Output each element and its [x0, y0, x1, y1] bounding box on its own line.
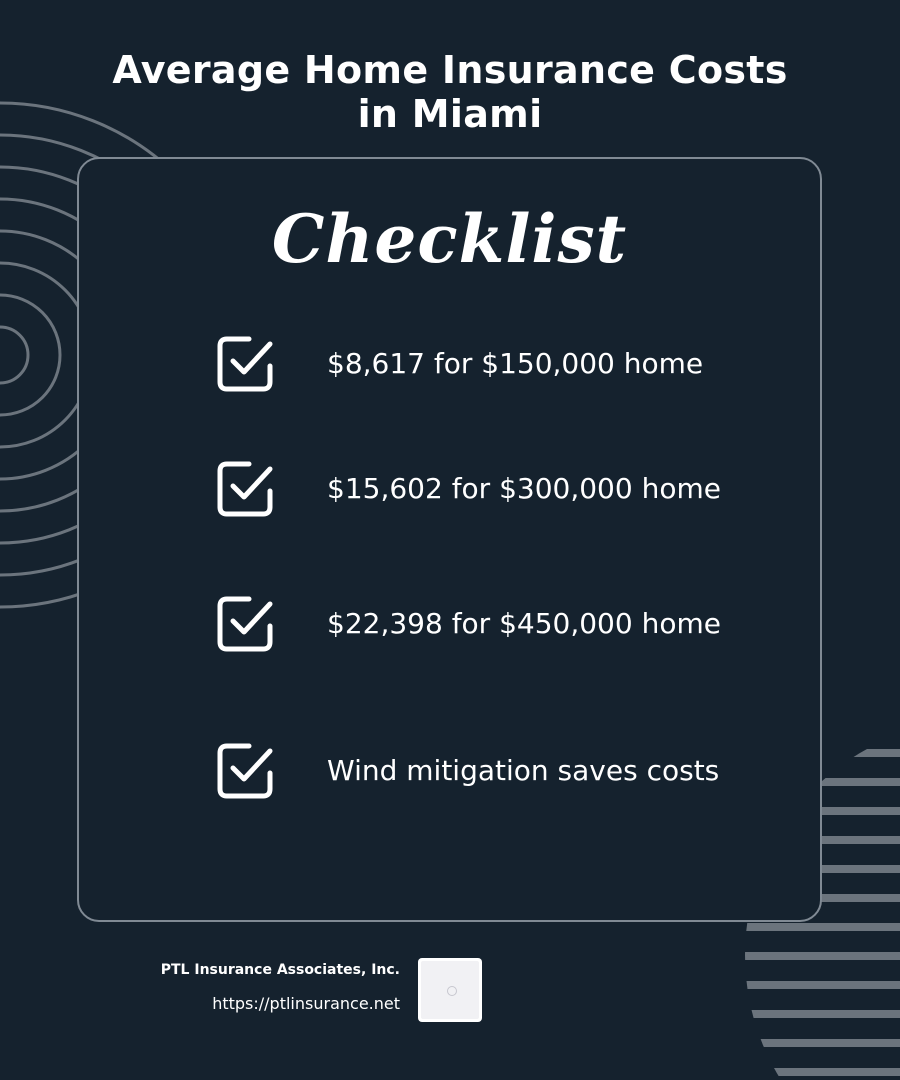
logo-mark [447, 986, 457, 996]
checkbox-checked-icon [215, 741, 275, 801]
checkbox-checked-icon [215, 459, 275, 519]
company-logo-icon [418, 958, 482, 1022]
logo-placeholder [421, 961, 479, 1019]
company-website-link[interactable]: https://ptlinsurance.net [212, 994, 400, 1013]
page-title-line-2: in Miami [357, 92, 543, 136]
checklist-card [77, 157, 822, 922]
checklist-item-label: $8,617 for $150,000 home [327, 347, 704, 380]
company-name: PTL Insurance Associates, Inc. [160, 962, 400, 978]
checkbox-checked-icon [215, 334, 275, 394]
page-title [0, 48, 900, 136]
checklist-item-label: Wind mitigation saves costs [327, 754, 720, 787]
checklist-item-label: $15,602 for $300,000 home [327, 472, 721, 505]
page-title-line-1: Average Home Insurance Costs [112, 48, 788, 92]
checklist-item-label: $22,398 for $450,000 home [327, 607, 721, 640]
checkbox-checked-icon [215, 594, 275, 654]
checklist-heading: Checklist [271, 200, 628, 278]
